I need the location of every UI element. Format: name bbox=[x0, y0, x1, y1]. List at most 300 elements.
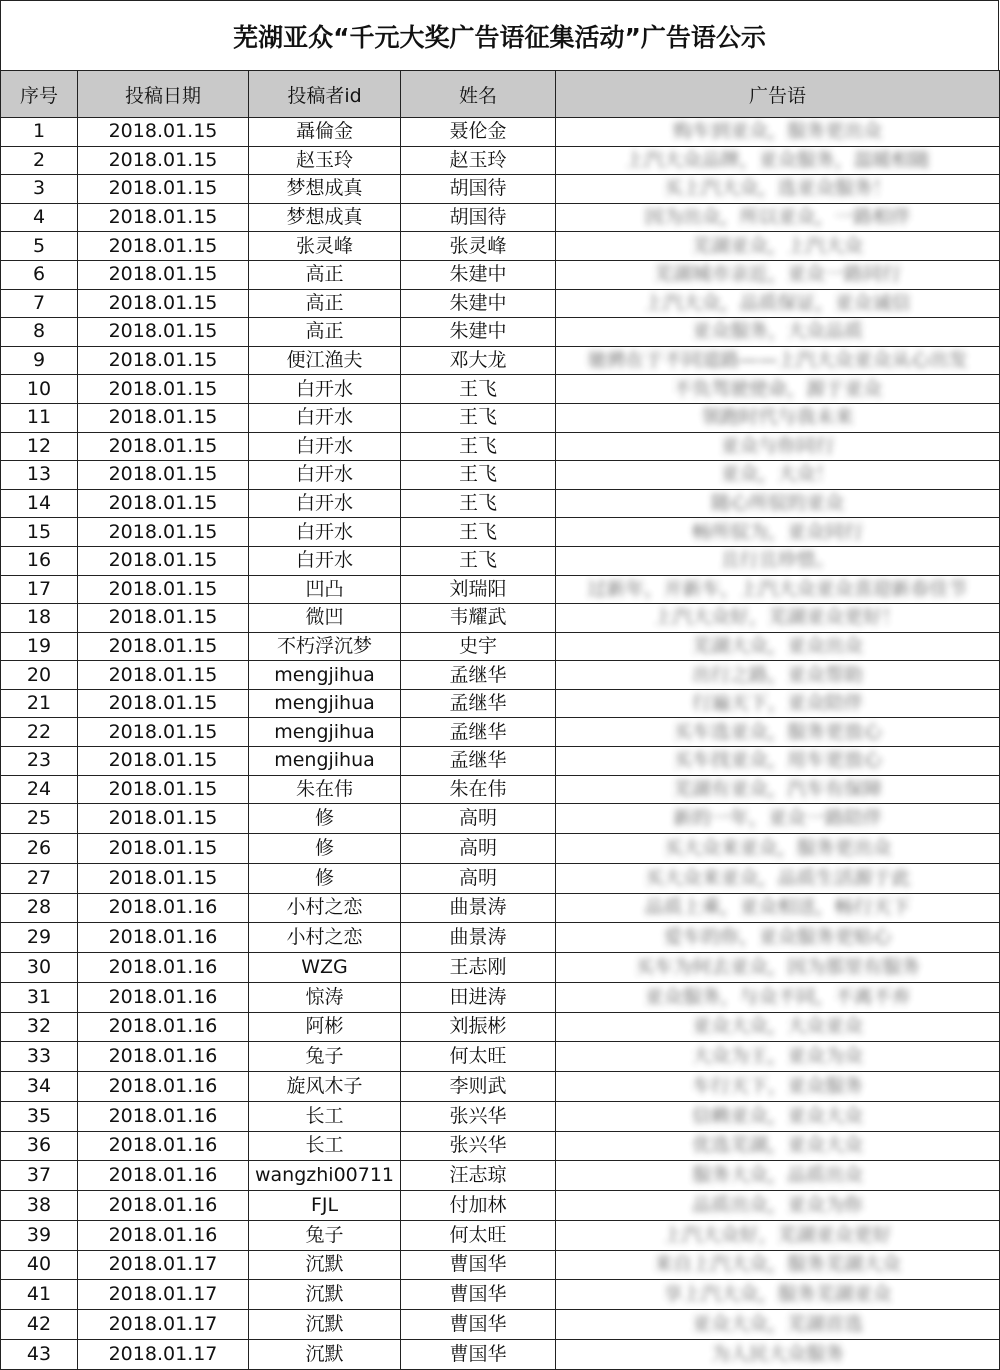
table-row bbox=[1, 1280, 1000, 1310]
cell-slogan bbox=[556, 403, 1000, 432]
cell-date: 2018.01.16 bbox=[78, 1042, 249, 1072]
cell-number: 5 bbox=[1, 232, 78, 261]
header-date: 投稿日期 bbox=[78, 71, 249, 118]
cell-name: 朱建中 bbox=[401, 318, 556, 347]
cell-author-id: 兔子 bbox=[249, 1220, 401, 1250]
cell-date: 2018.01.15 bbox=[78, 546, 249, 575]
cell-date: 2018.01.16 bbox=[78, 893, 249, 923]
slogan-text-blurred: 芜湖城市亲近，亚众一路同行 bbox=[653, 263, 901, 286]
cell-slogan bbox=[556, 203, 1000, 232]
cell-slogan bbox=[556, 632, 1000, 661]
cell-name: 李则武 bbox=[401, 1072, 556, 1102]
cell-number: 41 bbox=[1, 1280, 78, 1310]
cell-author-id: 沉默 bbox=[249, 1250, 401, 1280]
slogan-text-blurred: 行遍天下，亚众陪伴 bbox=[691, 692, 863, 715]
cell-name: 刘瑞阳 bbox=[401, 575, 556, 604]
cell-number: 28 bbox=[1, 893, 78, 923]
cell-author-id: WZG bbox=[249, 953, 401, 983]
cell-number: 42 bbox=[1, 1310, 78, 1340]
cell-author-id: 白开水 bbox=[249, 432, 401, 461]
slogan-text-blurred: 亚众与你同行 bbox=[720, 434, 835, 457]
cell-date: 2018.01.15 bbox=[78, 575, 249, 604]
slogan-text-blurred: 随心所驭的亚众 bbox=[710, 492, 844, 515]
cell-author-id: 小村之恋 bbox=[249, 893, 401, 923]
cell-slogan bbox=[556, 118, 1000, 147]
cell-name: 朱在伟 bbox=[401, 775, 556, 804]
slogan-text-blurred: 过新年，开新车，上汽大众亚众喜迎新春佳节 bbox=[587, 577, 968, 600]
slogan-text-blurred: 上汽大众好，芜湖亚众更好！ bbox=[653, 606, 901, 629]
cell-slogan bbox=[556, 804, 1000, 834]
table-row bbox=[1, 604, 1000, 633]
cell-slogan bbox=[556, 1310, 1000, 1340]
cell-author-id: 白开水 bbox=[249, 403, 401, 432]
table-row bbox=[1, 632, 1000, 661]
cell-name: 朱建中 bbox=[401, 260, 556, 289]
cell-number: 32 bbox=[1, 1012, 78, 1042]
cell-number: 43 bbox=[1, 1339, 78, 1369]
cell-number: 37 bbox=[1, 1161, 78, 1191]
cell-author-id: 旋风木子 bbox=[249, 1072, 401, 1102]
cell-author-id: mengjihua bbox=[249, 661, 401, 690]
cell-date: 2018.01.15 bbox=[78, 346, 249, 375]
cell-slogan bbox=[556, 1191, 1000, 1221]
slogan-text-blurred: 为人民大众服务 bbox=[710, 1342, 844, 1365]
cell-number: 7 bbox=[1, 289, 78, 318]
cell-name: 汪志琼 bbox=[401, 1161, 556, 1191]
cell-name: 赵玉玲 bbox=[401, 146, 556, 175]
cell-slogan bbox=[556, 982, 1000, 1012]
slogan-text-blurred: 亚众服务，大众品质 bbox=[691, 320, 863, 343]
table-row bbox=[1, 804, 1000, 834]
slogan-text-blurred: 信赖亚众，亚众大众 bbox=[691, 1104, 863, 1127]
table-row bbox=[1, 403, 1000, 432]
table-row bbox=[1, 893, 1000, 923]
slogan-text-blurred: 上汽大众，品质保证，亚众诚信 bbox=[644, 291, 911, 314]
cell-date: 2018.01.15 bbox=[78, 834, 249, 864]
cell-number: 24 bbox=[1, 775, 78, 804]
cell-date: 2018.01.15 bbox=[78, 661, 249, 690]
cell-date: 2018.01.15 bbox=[78, 318, 249, 347]
cell-author-id: 便江渔夫 bbox=[249, 346, 401, 375]
slogan-text-blurred: 买车找亚众，用车更放心 bbox=[672, 749, 882, 772]
cell-slogan bbox=[556, 489, 1000, 518]
slogan-text-blurred: 品质上乘，亚众相送，畅行天下 bbox=[644, 896, 911, 919]
cell-author-id: 修 bbox=[249, 834, 401, 864]
cell-slogan bbox=[556, 1161, 1000, 1191]
cell-number: 16 bbox=[1, 546, 78, 575]
cell-author-id: 沉默 bbox=[249, 1280, 401, 1310]
header-name: 姓名 bbox=[401, 71, 556, 118]
table-row bbox=[1, 1101, 1000, 1131]
cell-number: 22 bbox=[1, 718, 78, 747]
cell-name: 张灵峰 bbox=[401, 232, 556, 261]
cell-number: 2 bbox=[1, 146, 78, 175]
cell-author-id: 朱在伟 bbox=[249, 775, 401, 804]
cell-number: 19 bbox=[1, 632, 78, 661]
slogan-text-blurred: 来自上汽大众，服务芜湖大众 bbox=[653, 1253, 901, 1276]
cell-author-id: 长工 bbox=[249, 1131, 401, 1161]
table-row bbox=[1, 461, 1000, 490]
cell-slogan bbox=[556, 1042, 1000, 1072]
cell-number: 23 bbox=[1, 747, 78, 776]
cell-number: 11 bbox=[1, 403, 78, 432]
cell-author-id: 惊涛 bbox=[249, 982, 401, 1012]
cell-slogan bbox=[556, 1280, 1000, 1310]
cell-date: 2018.01.15 bbox=[78, 432, 249, 461]
cell-slogan bbox=[556, 604, 1000, 633]
header-row bbox=[1, 71, 1000, 118]
table-row bbox=[1, 146, 1000, 175]
cell-name: 刘振彬 bbox=[401, 1012, 556, 1042]
cell-slogan bbox=[556, 1012, 1000, 1042]
cell-author-id: 聶倫金 bbox=[249, 118, 401, 147]
cell-date: 2018.01.17 bbox=[78, 1339, 249, 1369]
cell-author-id: 梦想成真 bbox=[249, 203, 401, 232]
cell-date: 2018.01.15 bbox=[78, 375, 249, 404]
cell-slogan bbox=[556, 146, 1000, 175]
slogan-text-blurred: 不负驾驶使命，源于亚众 bbox=[672, 377, 882, 400]
cell-name: 孟继华 bbox=[401, 747, 556, 776]
cell-number: 25 bbox=[1, 804, 78, 834]
slogan-text-blurred: 优选芜湖，亚众大众 bbox=[691, 1134, 863, 1157]
cell-author-id: 不朽浮沉梦 bbox=[249, 632, 401, 661]
table-body bbox=[1, 118, 1000, 1370]
cell-date: 2018.01.15 bbox=[78, 289, 249, 318]
cell-slogan bbox=[556, 375, 1000, 404]
table-row bbox=[1, 1072, 1000, 1102]
cell-number: 13 bbox=[1, 461, 78, 490]
cell-date: 2018.01.15 bbox=[78, 747, 249, 776]
cell-name: 曲景涛 bbox=[401, 923, 556, 953]
cell-slogan bbox=[556, 923, 1000, 953]
cell-name: 曹国华 bbox=[401, 1280, 556, 1310]
slogan-text-blurred: 领跑时代与我未来 bbox=[701, 406, 854, 429]
cell-slogan bbox=[556, 432, 1000, 461]
cell-number: 1 bbox=[1, 118, 78, 147]
cell-date: 2018.01.17 bbox=[78, 1250, 249, 1280]
cell-date: 2018.01.15 bbox=[78, 461, 249, 490]
cell-name: 何太旺 bbox=[401, 1042, 556, 1072]
cell-name: 王飞 bbox=[401, 403, 556, 432]
cell-author-id: 高正 bbox=[249, 260, 401, 289]
cell-author-id: 白开水 bbox=[249, 546, 401, 575]
cell-name: 孟继华 bbox=[401, 661, 556, 690]
cell-author-id: 沉默 bbox=[249, 1339, 401, 1369]
cell-name: 张兴华 bbox=[401, 1131, 556, 1161]
cell-number: 35 bbox=[1, 1101, 78, 1131]
cell-date: 2018.01.17 bbox=[78, 1280, 249, 1310]
slogan-text-blurred: 畅所驭为，亚众同行 bbox=[691, 520, 863, 543]
cell-author-id: 微凹 bbox=[249, 604, 401, 633]
slogan-text-blurred: 买上汽大众，选亚众服务！ bbox=[663, 177, 892, 200]
cell-slogan bbox=[556, 575, 1000, 604]
cell-author-id: wangzhi00711 bbox=[249, 1161, 401, 1191]
cell-number: 17 bbox=[1, 575, 78, 604]
slogan-text-blurred: 买车为何去亚众，因为那里有服务 bbox=[634, 955, 920, 978]
cell-name: 高明 bbox=[401, 804, 556, 834]
cell-name: 胡国待 bbox=[401, 175, 556, 204]
cell-number: 39 bbox=[1, 1220, 78, 1250]
cell-author-id: 兔子 bbox=[249, 1042, 401, 1072]
cell-name: 聂伦金 bbox=[401, 118, 556, 147]
cell-author-id: 凹凸 bbox=[249, 575, 401, 604]
table-row bbox=[1, 747, 1000, 776]
cell-slogan bbox=[556, 346, 1000, 375]
slogan-text-blurred: 享上汽大众，服务芜湖亚众 bbox=[663, 1283, 892, 1306]
slogan-text-blurred: 亚众，大众！ bbox=[720, 463, 835, 486]
cell-slogan bbox=[556, 1131, 1000, 1161]
slogan-text-blurred: 驰骋在于不同道路——上汽大众亚众从心出发 bbox=[587, 349, 968, 372]
cell-date: 2018.01.16 bbox=[78, 1161, 249, 1191]
slogan-text-blurred: 芜湖亚众，上汽大众 bbox=[691, 234, 863, 257]
cell-number: 20 bbox=[1, 661, 78, 690]
cell-slogan bbox=[556, 1072, 1000, 1102]
slogan-text-blurred: 亚众服务，与众不同，不离不弃 bbox=[644, 985, 911, 1008]
cell-name: 王飞 bbox=[401, 432, 556, 461]
cell-author-id: 高正 bbox=[249, 289, 401, 318]
cell-name: 曹国华 bbox=[401, 1339, 556, 1369]
cell-slogan bbox=[556, 1250, 1000, 1280]
cell-slogan bbox=[556, 893, 1000, 923]
cell-author-id: 长工 bbox=[249, 1101, 401, 1131]
cell-slogan bbox=[556, 661, 1000, 690]
cell-name: 王飞 bbox=[401, 546, 556, 575]
cell-date: 2018.01.16 bbox=[78, 1131, 249, 1161]
slogan-text-blurred: 且行且珍惜。 bbox=[720, 549, 835, 572]
table-row bbox=[1, 318, 1000, 347]
cell-author-id: mengjihua bbox=[249, 747, 401, 776]
cell-name: 高明 bbox=[401, 863, 556, 893]
slogan-table bbox=[0, 70, 1000, 1370]
slogan-text-blurred: 服务大众，品质出众 bbox=[691, 1164, 863, 1187]
cell-author-id: 阿彬 bbox=[249, 1012, 401, 1042]
table-row bbox=[1, 546, 1000, 575]
cell-number: 27 bbox=[1, 863, 78, 893]
cell-author-id: 修 bbox=[249, 863, 401, 893]
cell-slogan bbox=[556, 863, 1000, 893]
cell-slogan bbox=[556, 1339, 1000, 1369]
header-slogan: 广告语 bbox=[556, 71, 1000, 118]
table-row bbox=[1, 375, 1000, 404]
cell-date: 2018.01.16 bbox=[78, 923, 249, 953]
cell-number: 12 bbox=[1, 432, 78, 461]
cell-name: 朱建中 bbox=[401, 289, 556, 318]
cell-name: 田进涛 bbox=[401, 982, 556, 1012]
cell-name: 韦耀武 bbox=[401, 604, 556, 633]
cell-number: 8 bbox=[1, 318, 78, 347]
cell-date: 2018.01.15 bbox=[78, 260, 249, 289]
cell-date: 2018.01.16 bbox=[78, 953, 249, 983]
slogan-text-blurred: 买大众来亚众，品质生活源于此 bbox=[644, 866, 911, 889]
cell-date: 2018.01.15 bbox=[78, 804, 249, 834]
cell-name: 何太旺 bbox=[401, 1220, 556, 1250]
cell-date: 2018.01.15 bbox=[78, 203, 249, 232]
slogan-text-blurred: 出行之路，亚众帮助 bbox=[691, 663, 863, 686]
cell-slogan bbox=[556, 318, 1000, 347]
table-row bbox=[1, 1220, 1000, 1250]
table-row bbox=[1, 834, 1000, 864]
cell-date: 2018.01.15 bbox=[78, 232, 249, 261]
cell-author-id: 白开水 bbox=[249, 461, 401, 490]
table-row bbox=[1, 718, 1000, 747]
cell-number: 30 bbox=[1, 953, 78, 983]
slogan-text-blurred: 爱车的你，亚众服务更贴心 bbox=[663, 926, 892, 949]
cell-date: 2018.01.15 bbox=[78, 689, 249, 718]
table-row bbox=[1, 953, 1000, 983]
cell-slogan bbox=[556, 775, 1000, 804]
cell-name: 王志刚 bbox=[401, 953, 556, 983]
cell-number: 26 bbox=[1, 834, 78, 864]
table-row bbox=[1, 863, 1000, 893]
cell-author-id: 张灵峰 bbox=[249, 232, 401, 261]
table-row bbox=[1, 1131, 1000, 1161]
table-row bbox=[1, 260, 1000, 289]
slogan-text-blurred: 买大众来亚众，服务更出众 bbox=[663, 836, 892, 859]
slogan-text-blurred: 上汽大众好，芜湖亚众更好 bbox=[663, 1223, 892, 1246]
cell-date: 2018.01.16 bbox=[78, 1072, 249, 1102]
cell-number: 36 bbox=[1, 1131, 78, 1161]
table-row bbox=[1, 689, 1000, 718]
slogan-text-blurred: 新的一年，亚众一路陪伴 bbox=[672, 807, 882, 830]
cell-slogan bbox=[556, 718, 1000, 747]
cell-slogan bbox=[556, 518, 1000, 547]
table-row bbox=[1, 203, 1000, 232]
slogan-text-blurred: 大众为王，亚众为众 bbox=[691, 1045, 863, 1068]
cell-author-id: 白开水 bbox=[249, 489, 401, 518]
cell-name: 张兴华 bbox=[401, 1101, 556, 1131]
cell-date: 2018.01.16 bbox=[78, 1101, 249, 1131]
cell-number: 29 bbox=[1, 923, 78, 953]
table-row bbox=[1, 575, 1000, 604]
cell-date: 2018.01.15 bbox=[78, 775, 249, 804]
table-row bbox=[1, 1012, 1000, 1042]
cell-date: 2018.01.16 bbox=[78, 982, 249, 1012]
cell-author-id: 高正 bbox=[249, 318, 401, 347]
slogan-text-blurred: 因为出众，所以亚众，一路相伴 bbox=[644, 206, 911, 229]
cell-slogan bbox=[556, 175, 1000, 204]
cell-number: 40 bbox=[1, 1250, 78, 1280]
cell-author-id: 沉默 bbox=[249, 1310, 401, 1340]
cell-number: 31 bbox=[1, 982, 78, 1012]
cell-author-id: 白开水 bbox=[249, 518, 401, 547]
cell-date: 2018.01.15 bbox=[78, 403, 249, 432]
cell-number: 34 bbox=[1, 1072, 78, 1102]
cell-slogan bbox=[556, 834, 1000, 864]
cell-date: 2018.01.15 bbox=[78, 518, 249, 547]
cell-author-id: 梦想成真 bbox=[249, 175, 401, 204]
slogan-text-blurred: 品质出众，亚众为你 bbox=[691, 1193, 863, 1216]
table-row bbox=[1, 1191, 1000, 1221]
cell-name: 曹国华 bbox=[401, 1250, 556, 1280]
table-row bbox=[1, 489, 1000, 518]
cell-author-id: 赵玉玲 bbox=[249, 146, 401, 175]
slogan-text-blurred: 芜湖有亚众，汽车有保障 bbox=[672, 777, 882, 800]
slogan-text-blurred: 亚众大众，芜湖首选 bbox=[691, 1312, 863, 1335]
slogan-text-blurred: 买车选亚众，服务更放心 bbox=[672, 720, 882, 743]
cell-slogan bbox=[556, 232, 1000, 261]
cell-name: 高明 bbox=[401, 834, 556, 864]
table-row bbox=[1, 232, 1000, 261]
cell-slogan bbox=[556, 546, 1000, 575]
cell-name: 胡国待 bbox=[401, 203, 556, 232]
slogan-text-blurred: 上汽大众品牌，亚众服务，温暖相随 bbox=[625, 148, 930, 171]
table-row bbox=[1, 518, 1000, 547]
cell-author-id: 修 bbox=[249, 804, 401, 834]
cell-date: 2018.01.16 bbox=[78, 1191, 249, 1221]
cell-name: 王飞 bbox=[401, 375, 556, 404]
table-row bbox=[1, 1161, 1000, 1191]
table-row bbox=[1, 432, 1000, 461]
table-row bbox=[1, 118, 1000, 147]
cell-date: 2018.01.17 bbox=[78, 1310, 249, 1340]
cell-name: 邓大龙 bbox=[401, 346, 556, 375]
cell-slogan bbox=[556, 689, 1000, 718]
cell-slogan bbox=[556, 747, 1000, 776]
cell-number: 10 bbox=[1, 375, 78, 404]
cell-number: 15 bbox=[1, 518, 78, 547]
table-row bbox=[1, 661, 1000, 690]
cell-slogan bbox=[556, 1220, 1000, 1250]
table-row bbox=[1, 289, 1000, 318]
table-row bbox=[1, 775, 1000, 804]
cell-date: 2018.01.15 bbox=[78, 718, 249, 747]
cell-name: 王飞 bbox=[401, 489, 556, 518]
cell-number: 3 bbox=[1, 175, 78, 204]
cell-number: 33 bbox=[1, 1042, 78, 1072]
cell-author-id: FJL bbox=[249, 1191, 401, 1221]
cell-date: 2018.01.15 bbox=[78, 604, 249, 633]
cell-number: 21 bbox=[1, 689, 78, 718]
header-author-id: 投稿者id bbox=[249, 71, 401, 118]
cell-date: 2018.01.15 bbox=[78, 175, 249, 204]
cell-date: 2018.01.16 bbox=[78, 1012, 249, 1042]
cell-slogan bbox=[556, 953, 1000, 983]
table-row bbox=[1, 1042, 1000, 1072]
cell-name: 史宇 bbox=[401, 632, 556, 661]
table-row bbox=[1, 923, 1000, 953]
table-row bbox=[1, 1310, 1000, 1340]
cell-number: 14 bbox=[1, 489, 78, 518]
cell-number: 9 bbox=[1, 346, 78, 375]
slogan-text-blurred: 亚众大众，大众亚众 bbox=[691, 1015, 863, 1038]
table-row bbox=[1, 175, 1000, 204]
cell-slogan bbox=[556, 289, 1000, 318]
cell-date: 2018.01.15 bbox=[78, 118, 249, 147]
cell-author-id: 小村之恋 bbox=[249, 923, 401, 953]
cell-name: 王飞 bbox=[401, 461, 556, 490]
cell-date: 2018.01.16 bbox=[78, 1220, 249, 1250]
table-row bbox=[1, 1250, 1000, 1280]
cell-number: 6 bbox=[1, 260, 78, 289]
slogan-text-blurred: 芜湖大众，亚众出众 bbox=[691, 634, 863, 657]
cell-number: 38 bbox=[1, 1191, 78, 1221]
cell-author-id: 白开水 bbox=[249, 375, 401, 404]
cell-name: 孟继华 bbox=[401, 689, 556, 718]
cell-author-id: mengjihua bbox=[249, 689, 401, 718]
slogan-text-blurred: 购车到亚众，服务更出众 bbox=[672, 120, 882, 143]
cell-name: 王飞 bbox=[401, 518, 556, 547]
cell-name: 付加林 bbox=[401, 1191, 556, 1221]
cell-name: 曲景涛 bbox=[401, 893, 556, 923]
cell-number: 18 bbox=[1, 604, 78, 633]
document-title: 芜湖亚众“千元大奖广告语征集活动”广告语公示 bbox=[0, 0, 999, 70]
cell-date: 2018.01.15 bbox=[78, 863, 249, 893]
cell-author-id: mengjihua bbox=[249, 718, 401, 747]
slogan-text-blurred: 车行天下，亚众服务 bbox=[691, 1074, 863, 1097]
cell-slogan bbox=[556, 260, 1000, 289]
table-row bbox=[1, 982, 1000, 1012]
cell-name: 曹国华 bbox=[401, 1310, 556, 1340]
